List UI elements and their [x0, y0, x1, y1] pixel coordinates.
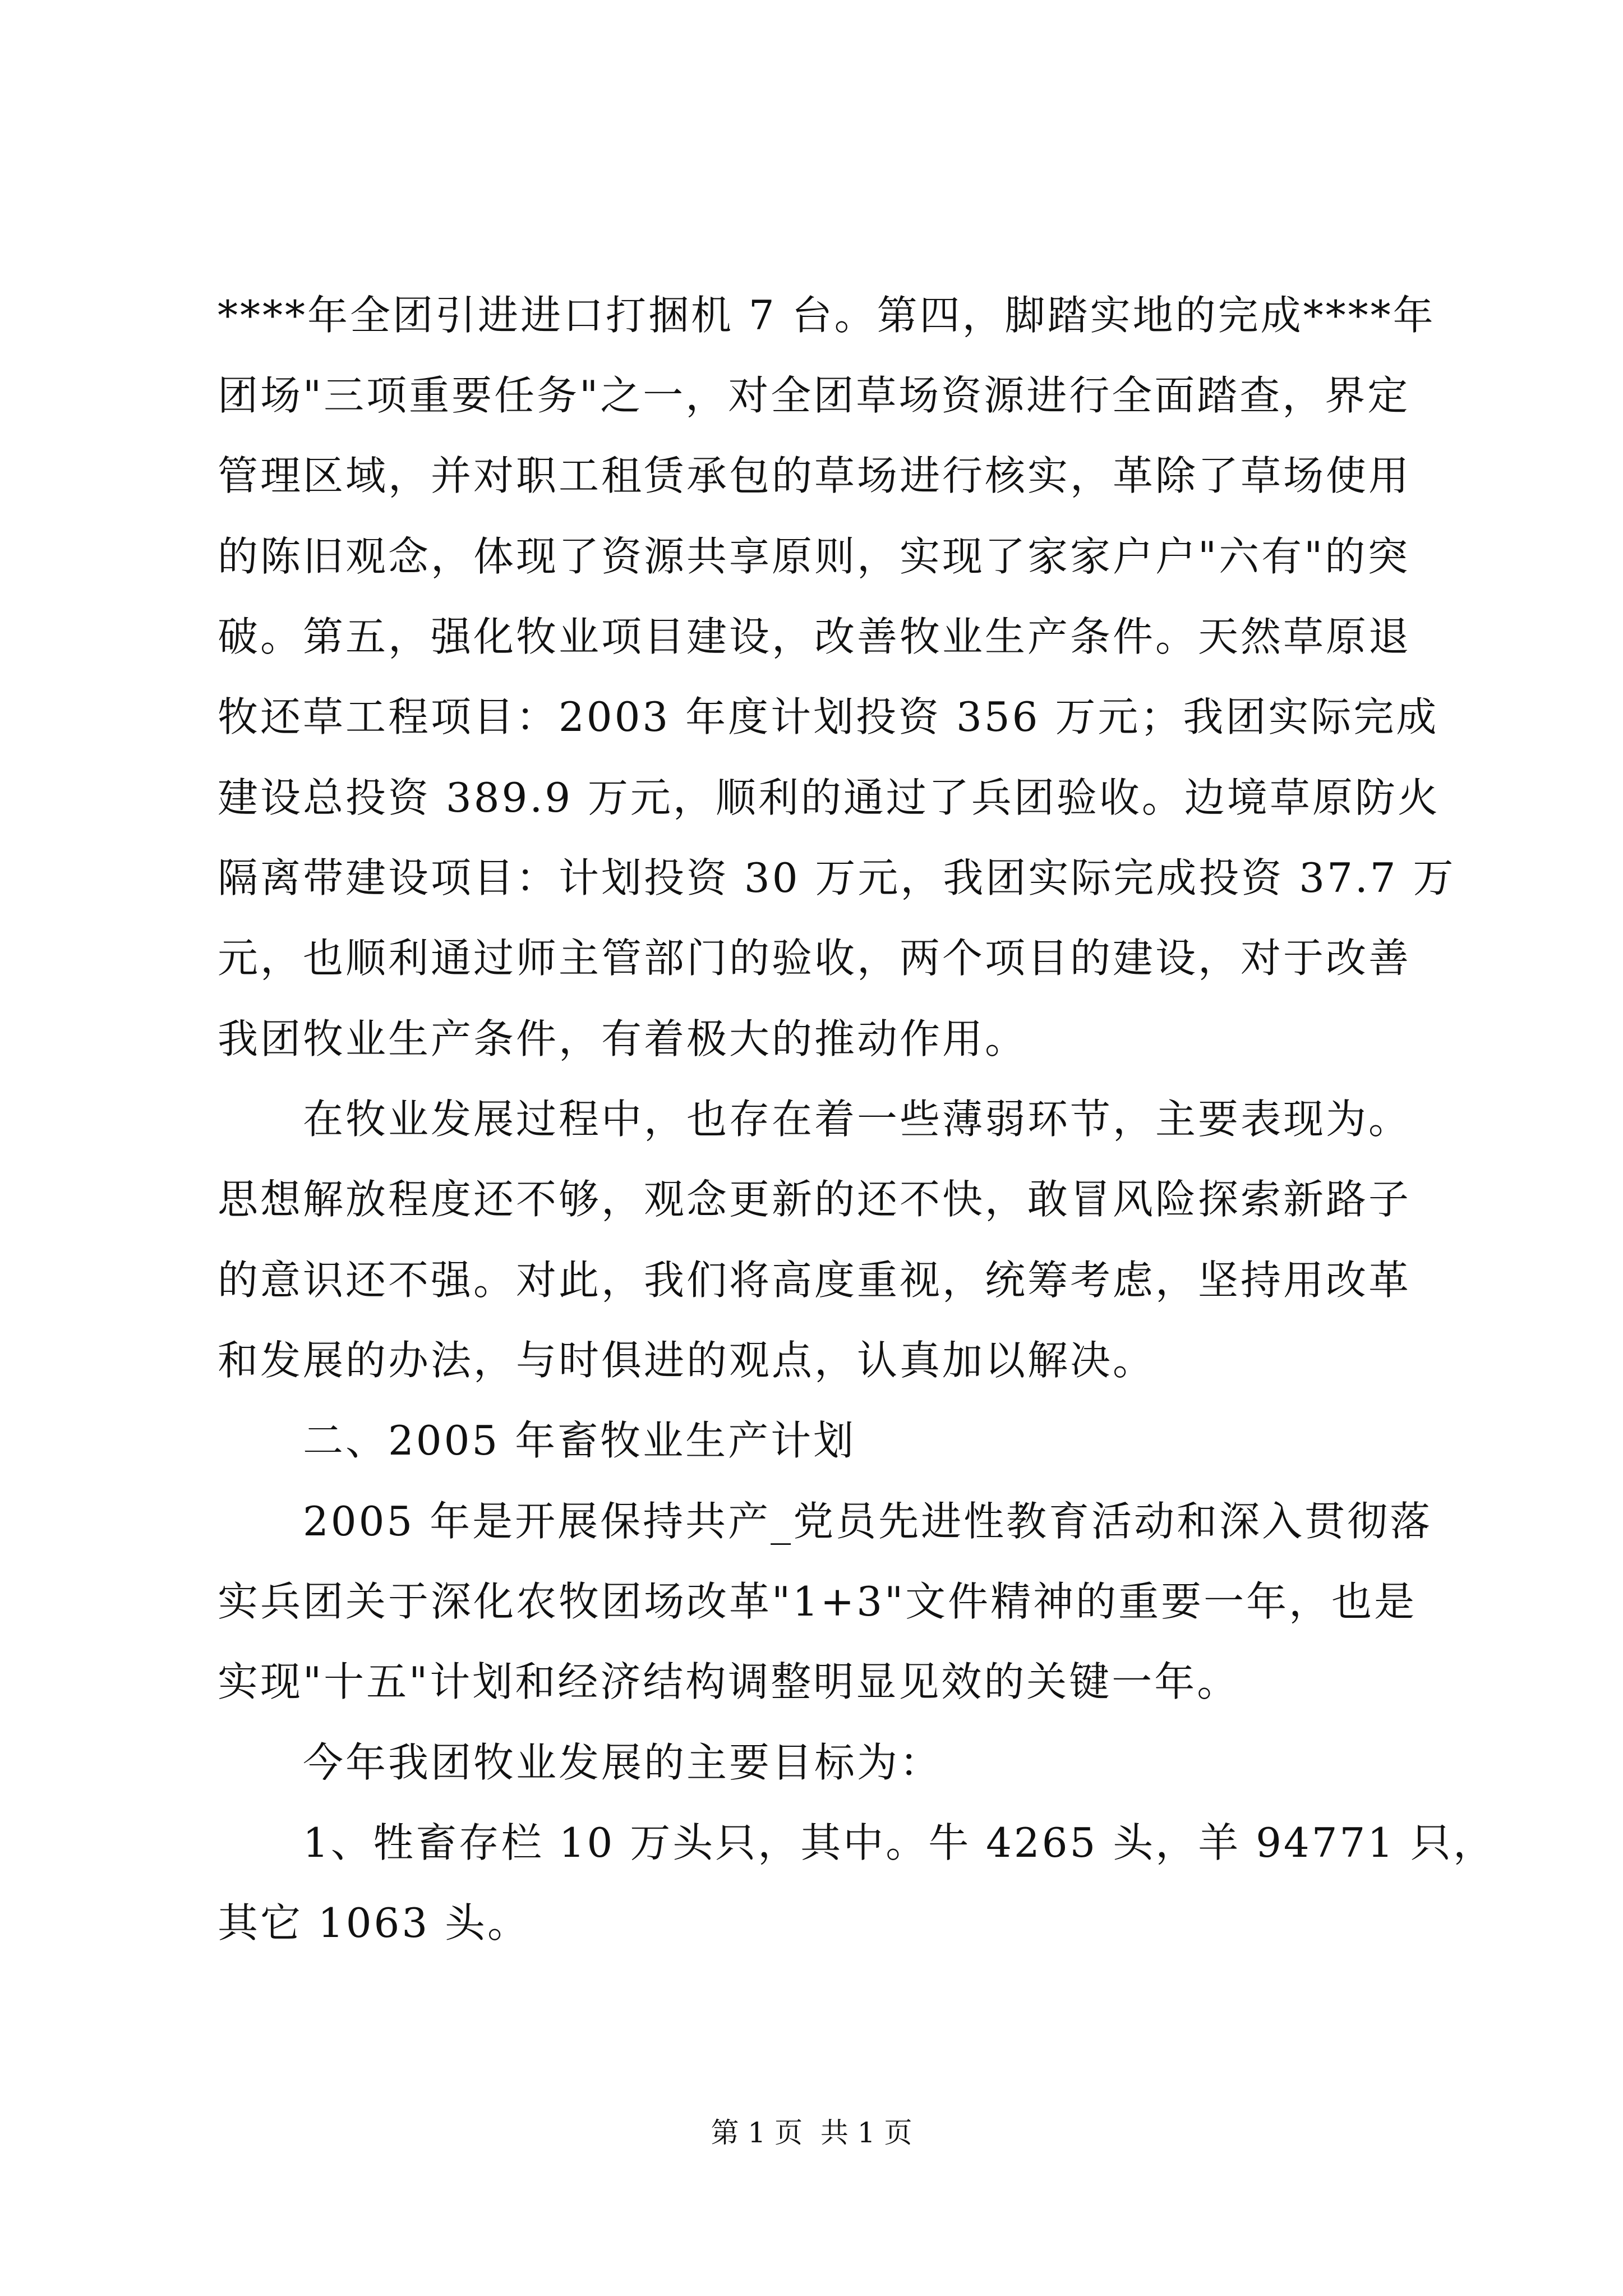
body-text-line: 和发展的办法，与时俱进的观点，认真加以解决。 — [218, 1337, 1156, 1384]
body-text-line: 的意识还不强。对此，我们将高度重视，统筹考虑，坚持用改革 — [218, 1257, 1412, 1304]
body-text-line: 团场"三项重要任务"之一，对全团草场资源进行全面踏查，界定 — [218, 372, 1410, 419]
body-text-line: 牧还草工程项目：2003 年度计划投资 356 万元；我团实际完成 — [218, 693, 1439, 740]
page-footer: 第 1 页 共 1 页 — [711, 2116, 912, 2149]
body-text-line: 实现"十五"计划和经济结构调整明显见效的关键一年。 — [218, 1658, 1240, 1705]
body-text-line: 建设总投资 389.9 万元，顺利的通过了兵团验收。边境草原防火 — [218, 774, 1440, 821]
body-text-line: 我团牧业生产条件，有着极大的推动作用。 — [218, 1015, 1028, 1062]
body-text-line: 隔离带建设项目：计划投资 30 万元，我团实际完成投资 37.7 万 — [218, 854, 1456, 901]
body-text-line: 破。第五，强化牧业项目建设，改善牧业生产条件。天然草原退 — [218, 613, 1412, 660]
list-item-line: 1、牲畜存栏 10 万头只，其中。牛 4265 头，羊 94771 只， — [303, 1819, 1496, 1866]
body-text-line: 管理区域，并对职工租赁承包的草场进行核实，革除了草场使用 — [218, 452, 1412, 499]
paragraph-first-line: 在牧业发展过程中，也存在着一些薄弱环节，主要表现为。 — [303, 1096, 1412, 1143]
body-text-line: 元，也顺利通过师主管部门的验收，两个项目的建设，对于改善 — [218, 935, 1412, 982]
list-item-line: 其它 1063 头。 — [218, 1899, 531, 1947]
body-text-line: 的陈旧观念，体现了资源共享原则，实现了家家户户"六有"的突 — [218, 533, 1410, 580]
paragraph-first-line: 2005 年是开展保持共产_党员先进性教育活动和深入贯彻落 — [303, 1498, 1433, 1545]
body-text-line: 实兵团关于深化农牧团场改革"1+3"文件精神的重要一年，也是 — [218, 1578, 1417, 1625]
body-text-line: 思想解放程度还不够，观念更新的还不快，敢冒风险探索新路子 — [218, 1176, 1412, 1223]
section-heading: 二、2005 年畜牧业生产计划 — [303, 1417, 856, 1464]
body-text-line: ****年全团引进进口打捆机 7 台。第四，脚踏实地的完成****年 — [218, 292, 1436, 339]
paragraph-first-line: 今年我团牧业发展的主要目标为： — [303, 1739, 943, 1786]
